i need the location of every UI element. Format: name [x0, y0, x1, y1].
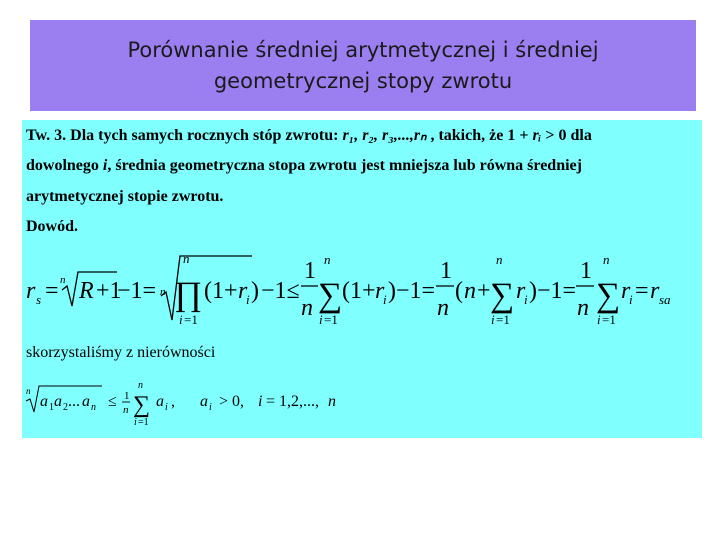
svg-text:a: a — [40, 393, 48, 410]
svg-text:∑: ∑ — [490, 277, 515, 314]
svg-text:,: , — [171, 393, 175, 410]
svg-text:∑: ∑ — [596, 277, 621, 314]
svg-text:i: i — [246, 292, 250, 307]
svg-text:n: n — [328, 393, 336, 410]
svg-text:i: i — [597, 312, 601, 327]
svg-text:a: a — [200, 393, 208, 410]
svg-text:i: i — [491, 312, 495, 327]
theorem-line-2-b: , średnia geometryczna stopa zwrotu jest mniejsza lub równa średniej — [107, 157, 582, 174]
svg-text:=1: =1 — [496, 312, 510, 327]
svg-text:i: i — [258, 393, 263, 410]
theorem-label: Tw. 3. — [26, 127, 67, 144]
svg-text:n: n — [91, 402, 96, 413]
svg-text:n: n — [123, 404, 129, 416]
svg-text:1: 1 — [304, 258, 316, 284]
theorem-line-2-a: dowolnego — [26, 157, 103, 174]
svg-text:sa: sa — [659, 292, 671, 307]
svg-text:): ) — [251, 278, 259, 304]
proof-label: Dowód. — [26, 218, 79, 235]
svg-text:1: 1 — [124, 390, 130, 402]
svg-text:=1: =1 — [602, 312, 616, 327]
svg-text:n: n — [324, 252, 331, 267]
svg-text:a: a — [54, 393, 62, 410]
svg-text:i: i — [165, 402, 168, 413]
svg-text:∏: ∏ — [174, 276, 202, 313]
svg-text:−1≤: −1≤ — [261, 278, 300, 304]
svg-text:r: r — [621, 278, 631, 304]
svg-text:(: ( — [455, 278, 463, 304]
main-equation — [22, 120, 702, 438]
svg-text:(1+: (1+ — [204, 278, 238, 304]
svg-text:n: n — [603, 252, 610, 267]
slide-title — [30, 20, 696, 111]
svg-text:i: i — [383, 292, 387, 307]
svg-text:=1: =1 — [184, 312, 198, 327]
svg-text:i: i — [134, 417, 137, 428]
svg-text:n: n — [60, 274, 66, 286]
svg-text:+: + — [477, 278, 491, 304]
svg-text:a: a — [82, 393, 90, 410]
svg-text:∑: ∑ — [133, 392, 151, 418]
svg-text:r: r — [516, 278, 526, 304]
theorem-line-3: arytmetycznej stopie zwrotu. — [26, 188, 224, 205]
svg-text:i: i — [629, 292, 633, 307]
svg-text:n: n — [437, 295, 449, 321]
svg-text:n: n — [160, 286, 166, 298]
svg-text:n: n — [577, 295, 589, 321]
svg-text:≤: ≤ — [108, 393, 117, 410]
svg-text:i: i — [209, 402, 212, 413]
theorem-ri: rᵢ — [532, 127, 542, 144]
svg-text:s: s — [36, 292, 42, 307]
svg-text:+1: +1 — [96, 278, 122, 304]
svg-text:i: i — [524, 292, 528, 307]
svg-text:∑: ∑ — [318, 277, 343, 314]
svg-text:=: = — [635, 278, 649, 304]
svg-text:r: r — [650, 278, 660, 304]
svg-text:1: 1 — [440, 258, 452, 284]
svg-text:r: r — [26, 278, 36, 304]
svg-text:r: r — [375, 278, 385, 304]
svg-text:=1: =1 — [324, 312, 338, 327]
svg-text:)−1=: )−1= — [388, 278, 436, 304]
svg-text:=: = — [45, 278, 59, 304]
svg-text:(1+: (1+ — [342, 278, 376, 304]
theorem-line-2-i: i — [102, 157, 108, 174]
svg-text:a: a — [156, 393, 164, 410]
slide-title-line-1: Porównanie średniej arytmetycznej i średniej — [127, 38, 599, 63]
svg-text:2: 2 — [63, 402, 68, 413]
svg-text:n: n — [464, 278, 476, 304]
svg-text:r: r — [238, 278, 248, 304]
svg-text:n: n — [183, 251, 190, 266]
svg-text:n: n — [138, 380, 143, 391]
svg-text:1: 1 — [49, 402, 54, 413]
svg-text:=1: =1 — [138, 417, 149, 428]
svg-text:n: n — [301, 295, 313, 321]
svg-text:i: i — [179, 312, 183, 327]
svg-text:= 1,2,...,: = 1,2,..., — [266, 393, 320, 410]
svg-text:i: i — [319, 312, 323, 327]
content-panel — [22, 120, 702, 438]
svg-text:...: ... — [68, 393, 80, 410]
slide-title-line-2: geometrycznej stopy zwrotu — [213, 68, 513, 93]
inequality-intro: skorzystaliśmy z nierówności — [26, 344, 216, 361]
svg-text:1: 1 — [580, 258, 592, 284]
svg-text:)−1=: )−1= — [529, 278, 577, 304]
svg-text:> 0,: > 0, — [219, 393, 245, 410]
svg-text:R: R — [79, 278, 94, 304]
theorem-text-3: > 0 dla — [541, 127, 592, 144]
theorem-variables: r₁, r₂, r₃,...,rₙ — [342, 127, 427, 144]
theorem-text-2: , takich, że 1 + — [426, 127, 533, 144]
svg-text:−1=: −1= — [117, 278, 157, 304]
svg-text:n: n — [496, 252, 503, 267]
theorem-text-1: Dla tych samych rocznych stóp zwrotu: — [66, 127, 343, 144]
svg-text:n: n — [26, 386, 31, 396]
